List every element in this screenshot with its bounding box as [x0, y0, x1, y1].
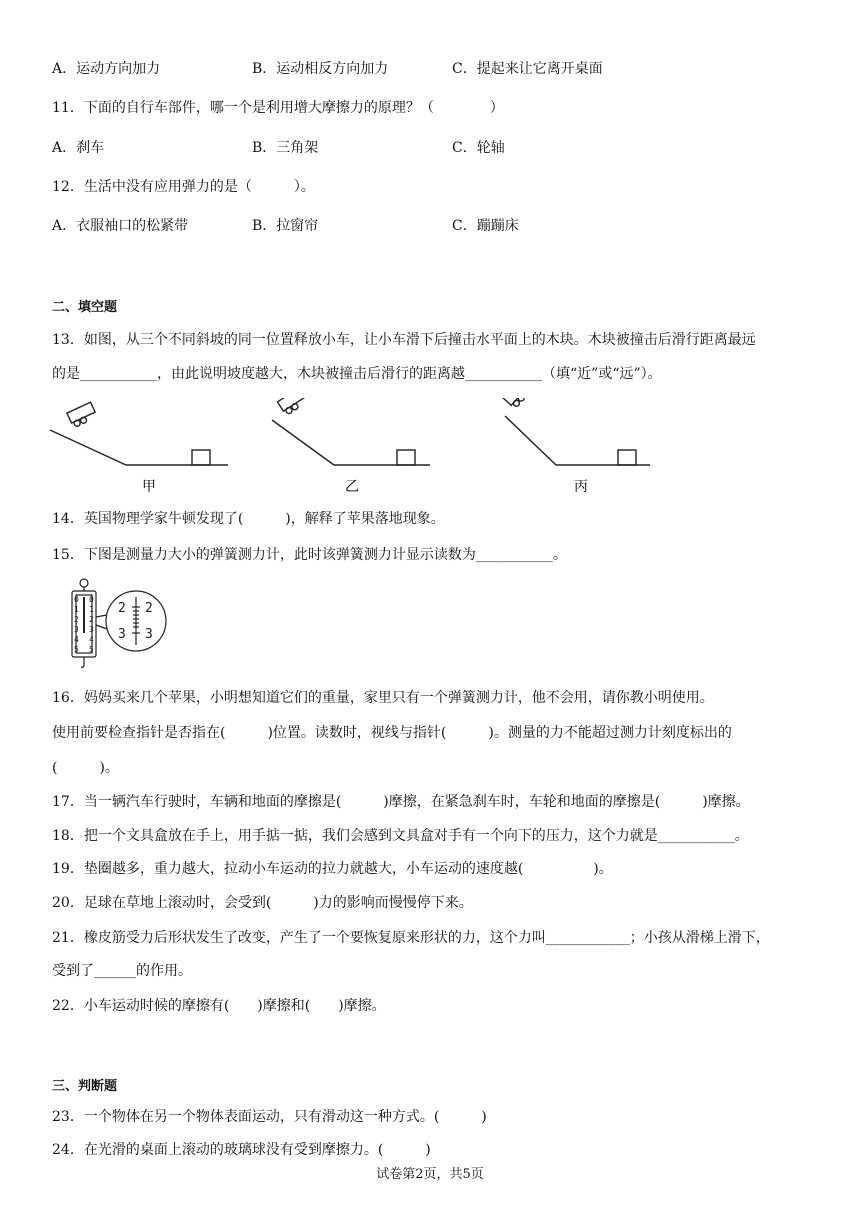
slope-figure-a [50, 402, 228, 465]
q10-option-b: B．运动相反方向加力 [252, 61, 389, 77]
q11-option-b: B．三角架 [252, 140, 319, 156]
question-19: 19．垫圈越多，重力越大，拉动小车运动的拉力就越大，小车运动的速度越( )。 [52, 861, 613, 877]
question-13-line2: 的是___________，由此说明坡度越大，木块被撞击后滑行的距离越___________（填“近”或“远”）。 [52, 366, 662, 382]
scale-label-5: 5 [74, 645, 79, 654]
zoom-label-2-right: 2 [145, 601, 153, 616]
question-23: 23．一个物体在另一个物体表面运动，只有滑动这一种方式。( ) [52, 1109, 487, 1125]
question-12: 12．生活中没有应用弹力的是（ ）。 [52, 179, 315, 195]
slope-diagrams [50, 398, 670, 498]
scale-label-4-right: 4 [89, 635, 94, 644]
question-16-line2: 使用前要检查指针是否指在( )位置。读数时，视线与指针( )。测量的力不能超过测力计刻度标出的 [52, 725, 732, 741]
q11-option-a: A．刹车 [52, 140, 105, 156]
question-11: 11．下面的自行车部件，哪一个是利用增大摩擦力的原理？（ ） [52, 100, 504, 116]
scale-label-1: 1 [74, 605, 79, 614]
scale-label-0: 0 [74, 595, 79, 604]
zoom-label-3-right: 3 [145, 627, 153, 642]
question-15: 15．下图是测量力大小的弹簧测力计，此时该弹簧测力计显示读数为___________。 [52, 547, 567, 563]
question-21-line2: 受到了______的作用。 [52, 963, 192, 979]
slope-label-b: 乙 [345, 479, 359, 495]
scale-top-ring [80, 579, 88, 587]
scale-hook [81, 661, 84, 667]
q12-option-b: B．拉窗帘 [252, 218, 319, 234]
zoom-label-3-left: 3 [118, 627, 126, 642]
section-fill-in-title: 二、填空题 [52, 300, 118, 315]
q11-option-c: C．轮轴 [452, 140, 505, 156]
question-20: 20．足球在草地上滚动时，会受到( )力的影响而慢慢停下来。 [52, 895, 473, 911]
scale-label-0-right: 0 [89, 595, 94, 604]
scale-label-3-right: 3 [89, 625, 94, 634]
q12-option-c: C．蹦蹦床 [452, 218, 519, 234]
spring-scale-figure [62, 577, 172, 669]
scale-label-2: 2 [74, 615, 79, 624]
slope-label-a: 甲 [142, 479, 156, 495]
question-13-line1: 13．如图，从三个不同斜坡的同一位置释放小车，让小车滑下后撞击水平面上的木块。木块被撞击后滑行距离最远 [52, 332, 756, 348]
page-footer: 试卷第2页，共5页 [376, 1167, 484, 1182]
q10-option-c: C．提起来让它离开桌面 [452, 61, 603, 77]
question-14: 14．英国物理学家牛顿发现了( )，解释了苹果落地现象。 [52, 511, 445, 527]
section-judgment-title: 三、判断题 [52, 1079, 118, 1094]
q10-option-a: A．运动方向加力 [52, 61, 161, 77]
slope-figure-c [503, 398, 650, 465]
question-16-line1: 16．妈妈买来几个苹果，小明想知道它们的重量，家里只有一个弹簧测力计，他不会用，请你教小明使用。 [52, 690, 714, 706]
question-18: 18．把一个文具盒放在手上，用手掂一掂，我们会感到文具盒对手有一个向下的压力，这个力就是___________。 [52, 828, 749, 844]
question-24: 24．在光滑的桌面上滚动的玻璃球没有受到摩擦力。( ) [52, 1142, 431, 1158]
zoom-label-2-left: 2 [118, 601, 126, 616]
slope-figure-b [272, 398, 430, 465]
q12-option-a: A．衣服袖口的松紧带 [52, 218, 189, 234]
question-17: 17．当一辆汽车行驶时，车辆和地面的摩擦是( )摩擦，在紧急刹车时，车轮和地面的摩擦是( )摩擦。 [52, 794, 750, 810]
scale-label-2-right: 2 [89, 615, 94, 624]
slope-label-c: 丙 [574, 479, 588, 495]
question-21-line1: 21．橡皮筋受力后形状发生了改变，产生了一个要恢复原来形状的力，这个力叫____________；小孩从滑梯上滑下， [52, 930, 770, 946]
question-22: 22．小车运动时候的摩擦有( )摩擦和( )摩擦。 [52, 998, 386, 1014]
scale-label-5-right: 5 [89, 645, 94, 654]
scale-label-3: 3 [74, 625, 79, 634]
scale-label-1-right: 1 [89, 605, 94, 614]
question-16-line3: ( )。 [52, 760, 119, 776]
scale-label-4: 4 [74, 635, 79, 644]
